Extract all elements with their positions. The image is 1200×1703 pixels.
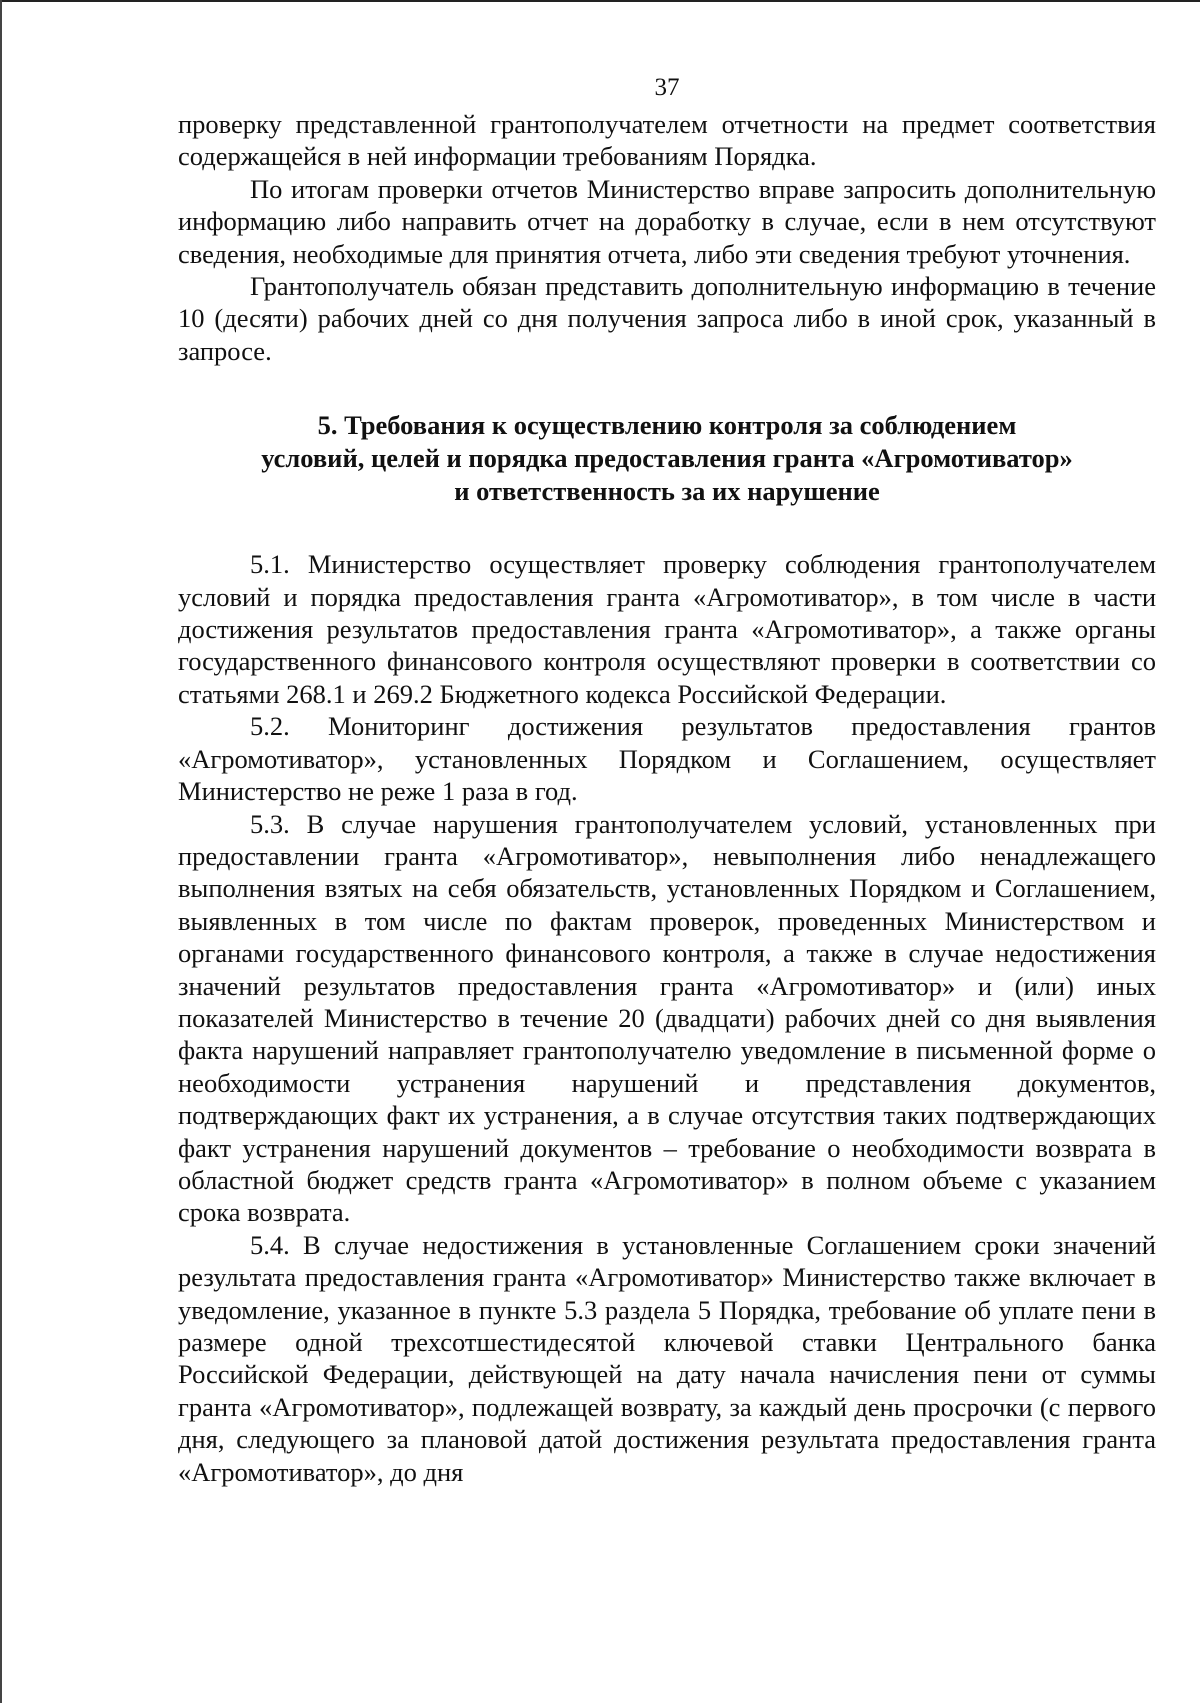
page-number: 37	[654, 74, 680, 101]
scan-edge-left	[0, 0, 2, 1703]
paragraph-5-2: 5.2. Мониторинг достижения результатов предоставления грантов «Агромотиватор», установленных Порядком и Соглашением, осуществляет Министерство не реже 1 раза в год.	[178, 711, 1156, 807]
paragraph-5-1: 5.1. Министерство осуществляет проверку соблюдения грантополучателем условий и порядка предоставления гранта «Агромотиватор», в том числе в части достижения результатов предоставления гранта «Агромотиватор», а также органы государственного финансового контроля осуществляют проверки в соответствии со статьями 268.1 и 269.2 Бюджетного кодекса Российской Федерации.	[178, 549, 1156, 709]
paragraph-report-check: проверку представленной грантополучателем отчетности на предмет соответствия содержащейся в ней информации требованиям Порядка.	[178, 109, 1156, 172]
paragraph-5-3: 5.3. В случае нарушения грантополучателем условий, установленных при предоставлении гранта «Агромотиватор», невыполнения либо ненадлежащего выполнения взятых на себя обязательств, установленных Порядком и Соглашением, выявленных в том числе по фактам проверок, проведенных Министерством и органами государственного финансового контроля, а также в случае недостижения значений результатов предоставления гранта «Агромотиватор» и (или) иных показателей Министерство в течение 20 (двадцати) рабочих дней со дня выявления факта нарушений направляет грантополучателю уведомление в письменной форме о необходимости устранения нарушений и представления документов, подтверждающих факт их устранения, а в случае отсутствия таких подтверждающих факт устранения нарушений документов – требование о необходимости возврата в областной бюджет средств гранта «Агромотиватор» в полном объеме с указанием срока возврата.	[178, 808, 1156, 1228]
section-heading	[178, 409, 1156, 508]
section-heading-line: условий, целей и порядка предоставления гранта «Агромотиватор»	[261, 443, 1073, 474]
paragraph-additional-info: Грантополучатель обязан представить дополнительную информацию в течение 10 (десяти) рабочих дней со дня получения запроса либо в иной срок, указанный в запросе.	[178, 271, 1156, 366]
scan-edge-top	[0, 0, 1200, 2]
section-heading-line: 5. Требования к осуществлению контроля за соблюдением	[317, 410, 1017, 441]
paragraph-5-4: 5.4. В случае недостижения в установленные Соглашением сроки значений результата предоставления гранта «Агромотиватор» Министерство также включает в уведомление, указанное в пункте 5.3 раздела 5 Порядка, требование об уплате пени в размере одной трехсотшестидесятой ключевой ставки Центрального банка Российской Федерации, действующей на дату начала начисления пени от суммы гранта «Агромотиватор», подлежащей возврату, за каждый день просрочки (с первого дня, следующего за плановой датой достижения результата предоставления гранта «Агромотиватор», до дня	[178, 1229, 1156, 1487]
document-page	[178, 72, 1156, 1488]
paragraph-report-results: По итогам проверки отчетов Министерство вправе запросить дополнительную информацию либо направить отчет на доработку в случае, если в нем отсутствуют сведения, необходимые для принятия отчета, либо эти сведения требуют уточнения.	[178, 173, 1156, 269]
section-heading-line: и ответственность за их нарушение	[454, 476, 880, 507]
